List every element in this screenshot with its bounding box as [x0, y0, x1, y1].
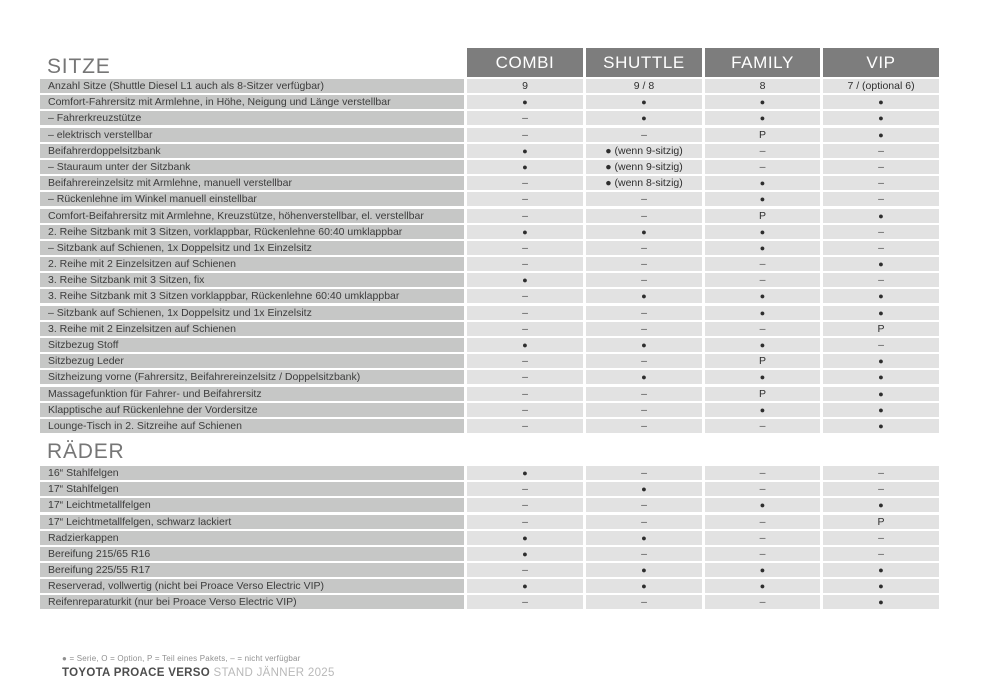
- feature-value: –: [586, 547, 702, 561]
- table-row: [40, 595, 990, 609]
- feature-value: –: [586, 192, 702, 206]
- feature-value: ●: [705, 95, 820, 109]
- feature-value: ●: [823, 128, 939, 142]
- feature-value: ●: [705, 338, 820, 352]
- feature-value: –: [823, 144, 939, 158]
- feature-value: ●: [823, 387, 939, 401]
- table-row: [40, 419, 990, 433]
- feature-value: ●: [586, 225, 702, 239]
- feature-value: –: [586, 241, 702, 255]
- column-header-shuttle: SHUTTLE: [586, 48, 702, 77]
- feature-value: ●: [823, 257, 939, 271]
- feature-label: – Fahrerkreuzstütze: [40, 111, 464, 125]
- table-row: [40, 322, 990, 336]
- table-row: [40, 531, 990, 545]
- feature-value: ●: [823, 563, 939, 577]
- spec-table: [40, 48, 990, 609]
- feature-value: ●: [586, 563, 702, 577]
- feature-value: ● (wenn 9-sitzig): [586, 160, 702, 174]
- brand-name: TOYOTA PROACE VERSO: [62, 667, 210, 680]
- section-r-der: [40, 440, 990, 610]
- table-row: [40, 563, 990, 577]
- feature-label: Sitzheizung vorne (Fahrersitz, Beifahrereinzelsitz / Doppelsitzbank): [40, 370, 464, 384]
- feature-value: 8: [705, 79, 820, 93]
- table-row: [40, 515, 990, 529]
- feature-value: –: [823, 482, 939, 496]
- feature-value: –: [705, 547, 820, 561]
- table-row: [40, 79, 990, 93]
- feature-label: 2. Reihe mit 2 Einzelsitzen auf Schienen: [40, 257, 464, 271]
- table-row: [40, 547, 990, 561]
- feature-value: –: [467, 322, 583, 336]
- feature-value: ●: [823, 370, 939, 384]
- feature-value: –: [705, 144, 820, 158]
- feature-value: 7 / (optional 6): [823, 79, 939, 93]
- page-footer: [62, 654, 990, 679]
- feature-value: –: [586, 387, 702, 401]
- feature-value: –: [467, 595, 583, 609]
- feature-value: –: [586, 257, 702, 271]
- section-title: SITZE: [47, 55, 111, 78]
- table-row: [40, 273, 990, 287]
- feature-value: ●: [705, 241, 820, 255]
- feature-value: –: [467, 241, 583, 255]
- table-row: [40, 95, 990, 109]
- table-row: [40, 306, 990, 320]
- feature-value: ●: [823, 209, 939, 223]
- feature-label: Beifahrereinzelsitz mit Armlehne, manuell verstellbar: [40, 176, 464, 190]
- feature-label: Beifahrerdoppelsitzbank: [40, 144, 464, 158]
- feature-label: Klapptische auf Rückenlehne der Vordersitze: [40, 403, 464, 417]
- feature-value: –: [586, 306, 702, 320]
- feature-value: ●: [467, 160, 583, 174]
- feature-label: Comfort-Fahrersitz mit Armlehne, in Höhe, Neigung und Länge verstellbar: [40, 95, 464, 109]
- feature-value: –: [467, 209, 583, 223]
- feature-value: –: [467, 419, 583, 433]
- feature-value: ●: [705, 176, 820, 190]
- feature-value: ●: [705, 192, 820, 206]
- feature-value: P: [705, 209, 820, 223]
- feature-label: Bereifung 215/65 R16: [40, 547, 464, 561]
- feature-value: ●: [467, 144, 583, 158]
- feature-value: ●: [823, 289, 939, 303]
- feature-value: –: [467, 111, 583, 125]
- feature-value: –: [586, 419, 702, 433]
- column-header-family: FAMILY: [705, 48, 820, 77]
- section-head-sitze: [40, 48, 990, 77]
- table-row: [40, 498, 990, 512]
- feature-value: ●: [467, 273, 583, 287]
- feature-value: –: [467, 257, 583, 271]
- feature-value: –: [467, 482, 583, 496]
- feature-label: Reifenreparaturkit (nur bei Proace Verso Electric VIP): [40, 595, 464, 609]
- feature-value: ●: [823, 306, 939, 320]
- feature-value: –: [467, 306, 583, 320]
- feature-value: –: [586, 273, 702, 287]
- feature-value: –: [586, 595, 702, 609]
- feature-value: ●: [467, 225, 583, 239]
- table-row: [40, 225, 990, 239]
- feature-value: –: [467, 192, 583, 206]
- table-row: [40, 403, 990, 417]
- feature-value: ●: [705, 289, 820, 303]
- feature-label: – Rückenlehne im Winkel manuell einstellbar: [40, 192, 464, 206]
- feature-value: –: [823, 531, 939, 545]
- feature-value: ●: [705, 403, 820, 417]
- section-title: RÄDER: [47, 439, 125, 463]
- feature-value: ●: [586, 482, 702, 496]
- feature-value: ●: [467, 547, 583, 561]
- table-row: [40, 579, 990, 593]
- feature-value: –: [467, 176, 583, 190]
- feature-value: –: [586, 515, 702, 529]
- table-row: [40, 160, 990, 174]
- feature-value: –: [823, 160, 939, 174]
- feature-value: ●: [823, 579, 939, 593]
- feature-value: P: [823, 515, 939, 529]
- feature-value: ●: [705, 563, 820, 577]
- table-row: [40, 241, 990, 255]
- section-title-cell: [40, 440, 464, 462]
- feature-value: ●: [467, 95, 583, 109]
- feature-value: –: [705, 322, 820, 336]
- feature-value: P: [705, 128, 820, 142]
- table-row: [40, 111, 990, 125]
- feature-value: –: [586, 498, 702, 512]
- table-row: [40, 354, 990, 368]
- table-row: [40, 209, 990, 223]
- feature-value: –: [823, 241, 939, 255]
- feature-value: ●: [586, 111, 702, 125]
- feature-label: Sitzbezug Stoff: [40, 338, 464, 352]
- feature-value: ●: [467, 579, 583, 593]
- table-row: [40, 482, 990, 496]
- feature-value: ●: [705, 579, 820, 593]
- table-row: [40, 387, 990, 401]
- feature-value: –: [705, 515, 820, 529]
- feature-value: ●: [823, 498, 939, 512]
- feature-value: –: [823, 547, 939, 561]
- table-row: [40, 257, 990, 271]
- feature-value: ●: [705, 306, 820, 320]
- feature-label: Lounge-Tisch in 2. Sitzreihe auf Schienen: [40, 419, 464, 433]
- feature-value: –: [823, 225, 939, 239]
- feature-value: ●: [586, 338, 702, 352]
- feature-value: –: [586, 403, 702, 417]
- feature-value: ●: [467, 466, 583, 480]
- column-header-vip: VIP: [823, 48, 939, 77]
- feature-value: ●: [705, 498, 820, 512]
- feature-label: Bereifung 225/55 R17: [40, 563, 464, 577]
- feature-value: –: [586, 466, 702, 480]
- feature-label: Comfort-Beifahrersitz mit Armlehne, Kreuzstütze, höhenverstellbar, el. verstellbar: [40, 209, 464, 223]
- feature-value: ●: [586, 95, 702, 109]
- feature-value: –: [705, 419, 820, 433]
- feature-label: 3. Reihe mit 2 Einzelsitzen auf Schienen: [40, 322, 464, 336]
- feature-value: ●: [586, 370, 702, 384]
- feature-value: ●: [586, 289, 702, 303]
- feature-value: ●: [467, 531, 583, 545]
- feature-value: 9 / 8: [586, 79, 702, 93]
- feature-value: –: [705, 595, 820, 609]
- feature-label: – Stauraum unter der Sitzbank: [40, 160, 464, 174]
- brand-line: [62, 667, 990, 679]
- feature-value: ●: [467, 338, 583, 352]
- feature-value: ● (wenn 8-sitzig): [586, 176, 702, 190]
- feature-label: 2. Reihe Sitzbank mit 3 Sitzen, vorklappbar, Rückenlehne 60:40 umklappbar: [40, 225, 464, 239]
- feature-value: ●: [823, 403, 939, 417]
- feature-label: Anzahl Sitze (Shuttle Diesel L1 auch als 8-Sitzer verfügbar): [40, 79, 464, 93]
- feature-label: 3. Reihe Sitzbank mit 3 Sitzen, fix: [40, 273, 464, 287]
- feature-value: –: [823, 273, 939, 287]
- feature-value: –: [467, 387, 583, 401]
- feature-value: –: [467, 563, 583, 577]
- feature-value: ●: [705, 225, 820, 239]
- feature-value: –: [705, 257, 820, 271]
- feature-value: –: [586, 209, 702, 223]
- feature-value: –: [823, 176, 939, 190]
- feature-value: ●: [823, 354, 939, 368]
- table-row: [40, 370, 990, 384]
- feature-value: –: [823, 466, 939, 480]
- table-row: [40, 338, 990, 352]
- feature-value: –: [467, 515, 583, 529]
- feature-value: ●: [586, 579, 702, 593]
- feature-value: –: [586, 128, 702, 142]
- feature-value: –: [467, 370, 583, 384]
- feature-label: Massagefunktion für Fahrer- und Beifahrersitz: [40, 387, 464, 401]
- feature-value: ●: [823, 111, 939, 125]
- section-head-r-der: [40, 440, 990, 462]
- legend-text: ● = Serie, O = Option, P = Teil eines Pakets, – = nicht verfügbar: [62, 654, 301, 664]
- feature-value: P: [823, 322, 939, 336]
- feature-label: 17“ Stahlfelgen: [40, 482, 464, 496]
- feature-value: ●: [823, 595, 939, 609]
- feature-value: 9: [467, 79, 583, 93]
- feature-label: – Sitzbank auf Schienen, 1x Doppelsitz und 1x Einzelsitz: [40, 241, 464, 255]
- feature-label: Reserverad, vollwertig (nicht bei Proace Verso Electric VIP): [40, 579, 464, 593]
- feature-value: ●: [705, 370, 820, 384]
- feature-value: ●: [823, 419, 939, 433]
- feature-value: –: [705, 482, 820, 496]
- table-row: [40, 466, 990, 480]
- section-sitze: [40, 48, 990, 433]
- feature-label: 17“ Leichtmetallfelgen, schwarz lackiert: [40, 515, 464, 529]
- feature-value: –: [705, 273, 820, 287]
- table-row: [40, 144, 990, 158]
- feature-value: P: [705, 387, 820, 401]
- feature-value: –: [705, 466, 820, 480]
- feature-label: 16“ Stahlfelgen: [40, 466, 464, 480]
- section-title-cell: [40, 48, 464, 77]
- feature-value: ●: [823, 95, 939, 109]
- feature-value: –: [467, 403, 583, 417]
- feature-label: 17“ Leichtmetallfelgen: [40, 498, 464, 512]
- table-row: [40, 176, 990, 190]
- feature-value: –: [705, 531, 820, 545]
- feature-label: Radzierkappen: [40, 531, 464, 545]
- feature-value: –: [467, 354, 583, 368]
- feature-value: –: [467, 128, 583, 142]
- column-header-combi: COMBI: [467, 48, 583, 77]
- feature-value: –: [586, 354, 702, 368]
- feature-value: –: [467, 289, 583, 303]
- feature-value: ●: [586, 531, 702, 545]
- feature-value: –: [586, 322, 702, 336]
- feature-value: ●: [705, 111, 820, 125]
- feature-value: –: [705, 160, 820, 174]
- feature-value: –: [823, 338, 939, 352]
- feature-value: –: [823, 192, 939, 206]
- table-row: [40, 128, 990, 142]
- table-row: [40, 192, 990, 206]
- feature-label: 3. Reihe Sitzbank mit 3 Sitzen vorklappbar, Rückenlehne 60:40 umklappbar: [40, 289, 464, 303]
- table-row: [40, 289, 990, 303]
- feature-value: –: [467, 498, 583, 512]
- feature-value: ● (wenn 9-sitzig): [586, 144, 702, 158]
- brand-date: STAND JÄNNER 2025: [213, 667, 335, 680]
- feature-label: – Sitzbank auf Schienen, 1x Doppelsitz und 1x Einzelsitz: [40, 306, 464, 320]
- feature-label: Sitzbezug Leder: [40, 354, 464, 368]
- feature-value: P: [705, 354, 820, 368]
- feature-label: – elektrisch verstellbar: [40, 128, 464, 142]
